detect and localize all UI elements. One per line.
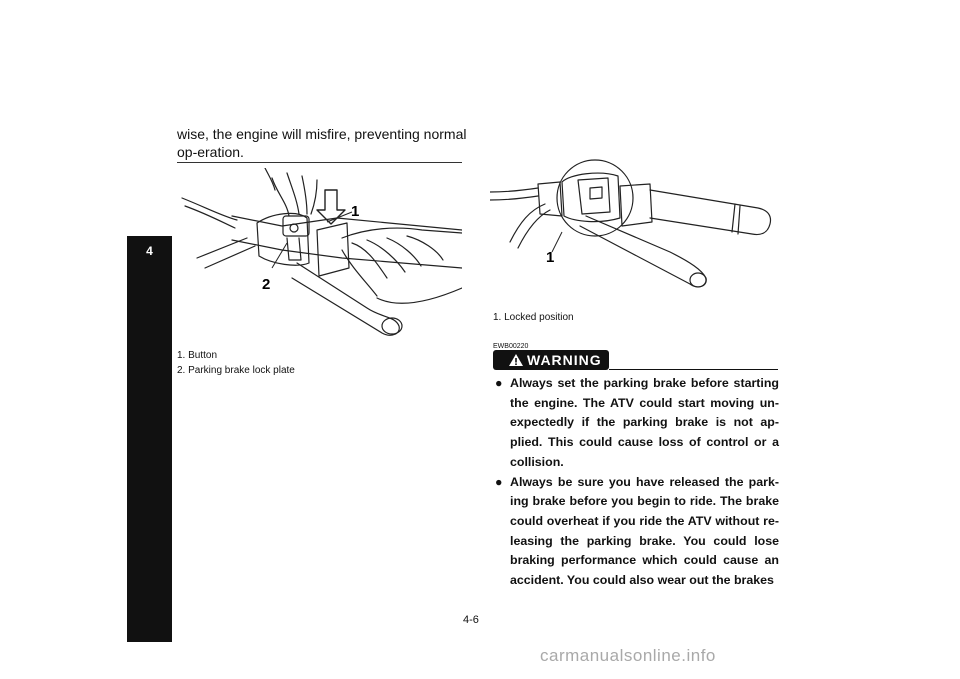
- warning-code: EWB00220: [493, 343, 529, 350]
- section-divider: [177, 162, 462, 163]
- bullet-icon: ●: [495, 376, 503, 390]
- caption-lock-plate: 2. Parking brake lock plate: [177, 365, 295, 376]
- bullet-icon: ●: [495, 474, 503, 489]
- warning-item: [495, 374, 779, 473]
- warning-item-text: Always set the parking brake before starting the engine. The ATV could start moving un-expectedly if the parking brake is not ap-plied. This could cause loss of control or a collision.: [510, 376, 779, 469]
- caption-button: 1. Button: [177, 350, 218, 361]
- chapter-tab: [127, 236, 172, 642]
- intro-text: wise, the engine will misfire, preventing normal op-eration.: [177, 126, 467, 160]
- warning-item: [495, 473, 779, 591]
- warning-label: WARNING: [527, 352, 602, 368]
- warning-badge: [493, 350, 609, 370]
- warning-body: [495, 374, 779, 591]
- figure2-captions: [493, 310, 574, 325]
- figure1-captions: [177, 348, 295, 378]
- caption-locked-position: 1. Locked position: [493, 312, 574, 323]
- warning-rule: [609, 369, 778, 370]
- figure-locked-position: [490, 152, 780, 302]
- figure1-callout-1: 1: [351, 203, 360, 220]
- watermark: carmanualsonline.info: [540, 646, 716, 665]
- chapter-number: 4: [146, 244, 153, 258]
- figure-parking-brake-button: [177, 168, 462, 343]
- warning-triangle-icon: [508, 353, 524, 367]
- figure1-callout-2: 2: [262, 276, 271, 293]
- warning-item-text: Always be sure you have released the park-ing brake before you begin to ride. The brake could overheat if you ride the ATV without re-leasing the parking brake. You could lose braking performance which could cause an accident. You could also wear out the brakes: [510, 474, 779, 588]
- page-number: 4-6: [463, 614, 479, 626]
- figure2-callout-1: 1: [546, 249, 555, 266]
